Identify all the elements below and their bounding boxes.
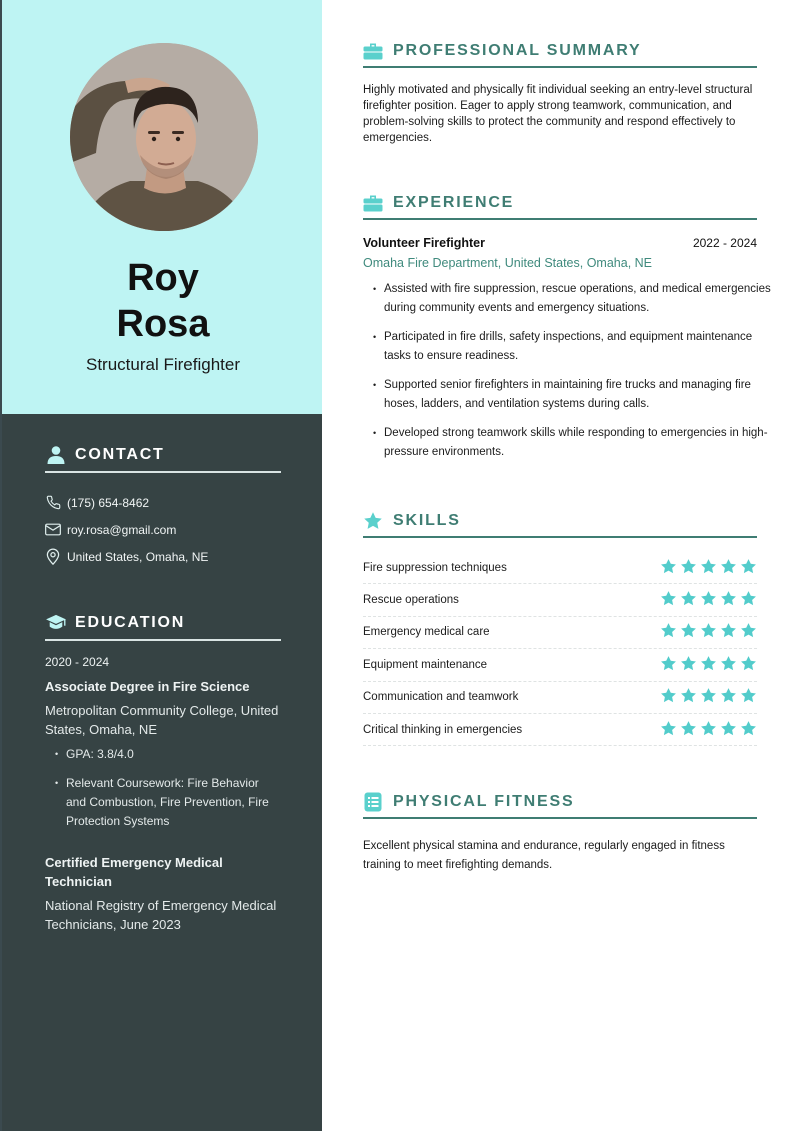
contact-list bbox=[45, 489, 281, 570]
fitness-heading bbox=[363, 791, 757, 819]
mail-icon bbox=[45, 522, 61, 538]
education-heading bbox=[45, 611, 281, 641]
star-icon bbox=[680, 720, 697, 740]
fitness-text: Excellent physical stamina and endurance, regularly engaged in fitness training to meet firefighting demands. bbox=[363, 840, 725, 871]
star-icon bbox=[700, 622, 717, 642]
profile-header bbox=[2, 0, 322, 414]
summary-section bbox=[363, 40, 757, 146]
skills-heading bbox=[363, 510, 757, 538]
job-responsibilities bbox=[363, 280, 771, 462]
contact-heading bbox=[45, 443, 281, 473]
job-bullet: • Assisted with fire suppression, rescue operations, and medical emergencies during community events and emergency situations. bbox=[373, 280, 771, 318]
star-icon bbox=[700, 558, 717, 578]
star-icon bbox=[363, 511, 383, 531]
skill-name: Communication and teamwork bbox=[363, 691, 519, 704]
star-icon bbox=[720, 687, 737, 707]
first-name: Roy bbox=[127, 257, 199, 299]
contact-email[interactable] bbox=[45, 516, 281, 543]
list-icon bbox=[363, 792, 383, 812]
star-icon bbox=[740, 558, 757, 578]
star-icon bbox=[740, 622, 757, 642]
star-icon bbox=[740, 687, 757, 707]
star-icon bbox=[660, 655, 677, 675]
skill-row bbox=[363, 584, 757, 616]
skill-name: Equipment maintenance bbox=[363, 658, 488, 671]
job-bullet: • Supported senior firefighters in maintaining fire trucks and managing fire hoses, ladders, and ventilation systems during calls. bbox=[373, 376, 771, 414]
job-dates: 2022 - 2024 bbox=[692, 236, 757, 250]
contact-section bbox=[45, 443, 281, 570]
star-icon bbox=[660, 590, 677, 610]
star-icon bbox=[700, 590, 717, 610]
phone-icon bbox=[45, 495, 61, 511]
candidate-name bbox=[2, 255, 324, 347]
education-dates: 2020 - 2024 bbox=[45, 655, 110, 669]
job-bullet: • Developed strong teamwork skills while responding to emergencies in high-pressure environments. bbox=[373, 424, 771, 462]
star-icon bbox=[720, 622, 737, 642]
star-icon bbox=[680, 558, 697, 578]
skill-name: Critical thinking in emergencies bbox=[363, 723, 523, 736]
star-icon bbox=[660, 687, 677, 707]
skill-row bbox=[363, 649, 757, 681]
skill-rating bbox=[660, 687, 757, 707]
star-icon bbox=[660, 622, 677, 642]
education-detail: • GPA: 3.8/4.0 bbox=[55, 745, 281, 764]
phone-value: (175) 654-8462 bbox=[67, 495, 150, 510]
job-title: Structural Firefighter bbox=[86, 355, 240, 374]
location-pin-icon bbox=[45, 549, 61, 565]
profile-photo bbox=[70, 43, 258, 231]
certification-issuer: National Registry of Emergency Medical Technicians, June 2023 bbox=[45, 898, 277, 932]
skills-heading-label: SKILLS bbox=[393, 512, 461, 529]
briefcase-icon bbox=[363, 193, 383, 213]
skill-rating bbox=[660, 622, 757, 642]
star-icon bbox=[720, 558, 737, 578]
star-icon bbox=[740, 590, 757, 610]
briefcase-icon bbox=[363, 41, 383, 61]
skill-name: Emergency medical care bbox=[363, 626, 490, 639]
education-degree: Associate Degree in Fire Science bbox=[45, 679, 250, 694]
contact-heading-label: CONTACT bbox=[75, 446, 165, 463]
star-icon bbox=[720, 720, 737, 740]
star-icon bbox=[720, 655, 737, 675]
star-icon bbox=[700, 687, 717, 707]
summary-text: Highly motivated and physically fit individual seeking an entry-level structural firefighter position. Eager to apply strong teamwork, communication, and problem-solving skills to protect the community and respond effectively to emergencies. bbox=[363, 84, 753, 144]
fitness-section bbox=[363, 791, 757, 875]
experience-heading-label: EXPERIENCE bbox=[393, 194, 515, 211]
skills-list bbox=[363, 552, 757, 746]
job-bullet: • Participated in fire drills, safety inspections, and equipment maintenance tasks to ensure readiness. bbox=[373, 328, 771, 366]
job-entry bbox=[363, 236, 771, 462]
star-icon bbox=[680, 622, 697, 642]
skill-row bbox=[363, 552, 757, 584]
star-icon bbox=[660, 720, 677, 740]
education-details bbox=[45, 745, 281, 831]
skill-row bbox=[363, 714, 757, 746]
certification-entry bbox=[45, 853, 281, 934]
skill-name: Fire suppression techniques bbox=[363, 561, 507, 574]
education-entry bbox=[45, 655, 281, 831]
summary-heading bbox=[363, 40, 757, 68]
job-header bbox=[363, 236, 757, 250]
user-icon bbox=[45, 444, 67, 466]
star-icon bbox=[660, 558, 677, 578]
skill-rating bbox=[660, 590, 757, 610]
skill-rating bbox=[660, 558, 757, 578]
certification-name: Certified Emergency Medical Technician bbox=[45, 855, 223, 889]
contact-phone[interactable] bbox=[45, 489, 281, 516]
experience-heading bbox=[363, 192, 757, 220]
last-name: Rosa bbox=[116, 303, 210, 345]
skills-section bbox=[363, 510, 757, 746]
star-icon bbox=[720, 590, 737, 610]
star-icon bbox=[740, 720, 757, 740]
contact-location bbox=[45, 543, 281, 570]
summary-heading-label: PROFESSIONAL SUMMARY bbox=[393, 42, 642, 59]
location-value: United States, Omaha, NE bbox=[67, 549, 209, 564]
graduation-cap-icon bbox=[45, 612, 67, 634]
skill-row bbox=[363, 617, 757, 649]
education-heading-label: EDUCATION bbox=[75, 614, 186, 631]
star-icon bbox=[680, 590, 697, 610]
skill-name: Rescue operations bbox=[363, 594, 459, 607]
fitness-heading-label: PHYSICAL FITNESS bbox=[393, 793, 575, 810]
job-company: Omaha Fire Department, United States, Omaha, NE bbox=[363, 256, 653, 270]
experience-section bbox=[363, 192, 771, 472]
education-detail: • Relevant Coursework: Fire Behavior and Combustion, Fire Prevention, Fire Protection Systems bbox=[55, 774, 281, 831]
education-section bbox=[45, 611, 281, 934]
star-icon bbox=[700, 655, 717, 675]
star-icon bbox=[700, 720, 717, 740]
star-icon bbox=[740, 655, 757, 675]
skill-row bbox=[363, 682, 757, 714]
sidebar bbox=[0, 0, 322, 1131]
job-role: Volunteer Firefighter bbox=[363, 236, 486, 250]
education-school: Metropolitan Community College, United States, Omaha, NE bbox=[45, 703, 279, 737]
skill-rating bbox=[660, 720, 757, 740]
portrait-illustration bbox=[70, 43, 258, 231]
star-icon bbox=[680, 687, 697, 707]
skill-rating bbox=[660, 655, 757, 675]
star-icon bbox=[680, 655, 697, 675]
email-value: roy.rosa@gmail.com bbox=[67, 522, 177, 537]
